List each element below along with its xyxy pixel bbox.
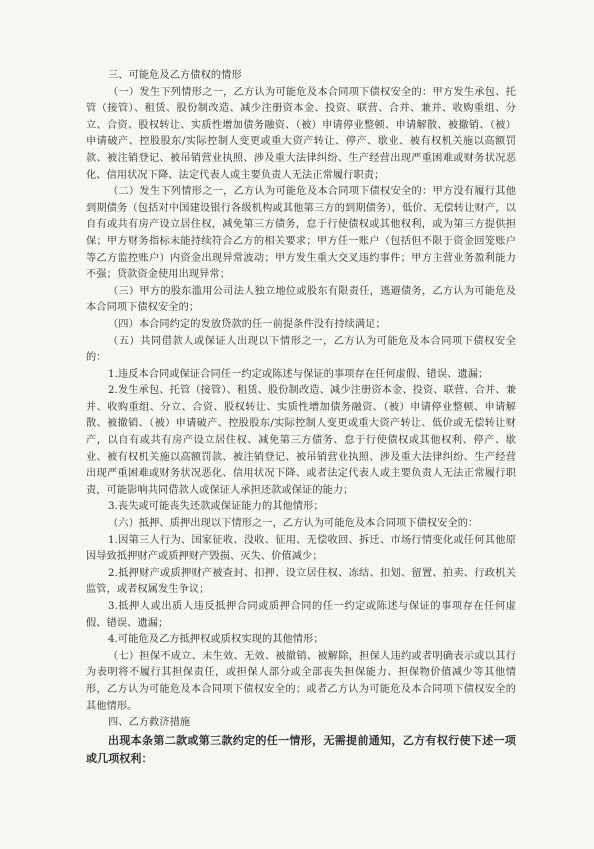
clause-3: （三）甲方的股东滥用公司法人独立地位或股东有限责任，逃避债务，乙方认为可能危及本合同项下债权安全的； [86,285,516,314]
clause-6-item-2: 2.抵押财产或质押财产被查封、扣押、设立居住权、冻结、扣划、留置、拍卖、行政机关监管，或者权属发生争议； [86,567,516,596]
clause-5: （五）共同借款人或保证人出现以下情形之一，乙方认为可能危及本合同项下债权安全的： [86,335,516,364]
clause-5-item-1: 1.违反本合同或保证合同任一约定或陈述与保证的事项存在任何虚假、错误、遗漏； [108,368,489,380]
document-body [86,68,516,768]
clause-2: （二）发生下列情形之一，乙方认为可能危及本合同项下债权安全的：甲方没有履行其他到期债务（包括对中国建设银行各级机构或其他第三方的到期债务），低价、无偿转让财产，以自有或共有房产设立居住权，减免第三方债务，怠于行使债权或其他权利，或为第三方提供担保；甲方财务指标未能持续符合乙方的相关要求；甲方任一账户（包括但不限于资金回笼账户等乙方监控账户）内资金出现异常波动；甲方发生重大交叉违约事件；甲方主营业务盈利能力不强；贷款资金使用出现异常； [86,186,516,281]
clause-6-item-1: 1.因第三人行为、国家征收、没收、征用、无偿收回、拆迁、市场行情变化或任何其他原因导致抵押财产或质押财产毁损、灭失、价值减少； [86,534,516,563]
section-heading-3: 三、可能危及乙方债权的情形 [108,70,242,81]
clause-7: （七）担保不成立、未生效、无效、被撤销、被解除，担保人违约或者明确表示或以其行为表明将不履行其担保责任，或担保人部分或全部丧失担保能力、担保物价值减少等其他情形，乙方认为可能危及本合同项下债权安全的；或者乙方认为可能危及本合同项下债权安全的其他情形。 [86,650,516,712]
clause-6: （六）抵押、质押出现以下情形之一，乙方认为可能危及本合同项下债权安全的： [108,518,479,530]
clause-5-item-3: 3.丧失或可能丧失还款或保证能力的其他情形； [108,501,324,513]
clause-6-item-3: 3.抵押人或出质人违反抵押合同或质押合同的任一约定或陈述与保证的事项存在任何虚假、错误、遗漏； [86,601,516,629]
clause-6-item-4: 4.可能危及乙方抵押权或质权实现的其他情形； [108,634,324,646]
clause-5-item-2: 2.发生承包、托管（接管）、租赁、股份制改造、减少注册资本金、投资、联营、合并、兼并、收购重组、分立、合资、股权转让、实质性增加债务融资、（被）申请停业整顿、申请解散、被撤销、（被）申请破产、控股股东/实际控制人变更或重大资产转让、低价或无偿转让财产，以自有或共有房产设立居住权、减免第三方债务、怠于行使债权或其他权利、停产、歇业、被有权机关施以高额罚款、被注销登记、被吊销营业执照、涉及重大法律纠纷、生产经营出现严重困难或财务状况恶化、信用状况下降、或者法定代表人或主要负责人无法正常履行职责，可能影响共同借款人或保证人承担还款或保证的能力； [86,385,516,496]
section-4-bold-text: 出现本条第二款或第三款约定的任一情形，无需提前通知，乙方有权行使下述一项或几项权利： [86,733,516,765]
clause-4: （四）本合同约定的发放贷款的任一前提条件没有持续满足； [108,318,386,330]
section-heading-4: 四、乙方救济措施 [108,717,191,729]
clause-1: （一）发生下列情形之一，乙方认为可能危及本合同项下债权安全的：甲方发生承包、托管（接管）、租赁、股份制改造、减少注册资本金、投资、联营、合并、兼并、收购重组、分立、合资、股权转让、实质性增加债务融资、（被）申请停业整顿、申请解散、被撤销、（被）申请破产、控股股东/实际控制人变更或重大资产转让、停产、歇业、被有权机关施以高额罚款、被注销登记、被吊销营业执照、涉及重大法律纠纷、生产经营出现严重困难或财务状况恶化、信用状况下降、法定代表人或主要负责人无法正常履行职责； [86,86,516,181]
